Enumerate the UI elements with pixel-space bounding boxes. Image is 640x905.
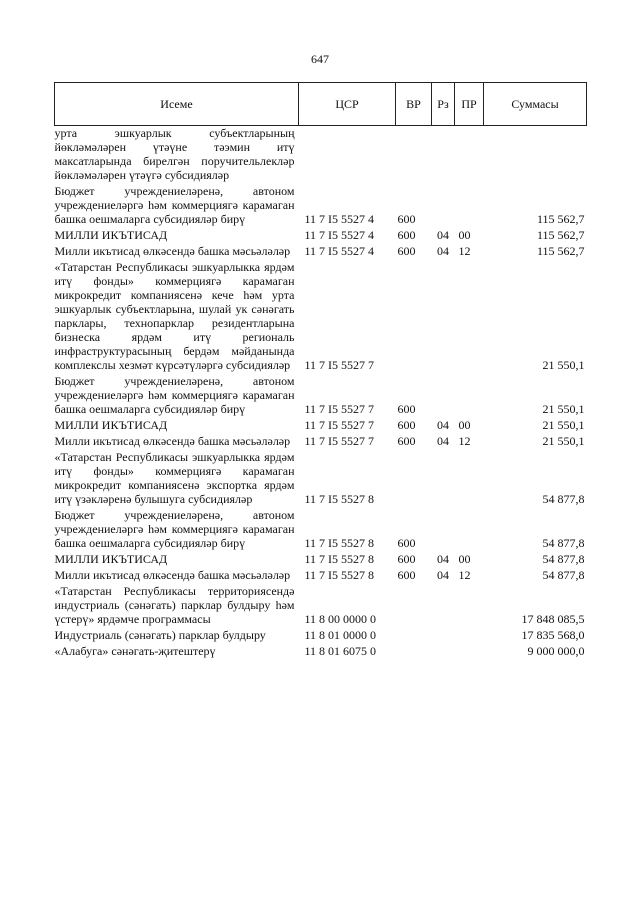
header-sum: Суммасы bbox=[484, 83, 587, 126]
cell-name: Индустриаль (сәнәгать) парклар булдыру bbox=[54, 628, 266, 642]
cell-pr bbox=[455, 258, 484, 372]
cell-pr bbox=[455, 372, 484, 416]
cell-rz bbox=[432, 642, 455, 658]
header-vr: ВР bbox=[396, 83, 432, 126]
cell-sum: 21 550,1 bbox=[542, 434, 585, 448]
table-row bbox=[55, 416, 587, 432]
cell-csr: 11 7 I5 5527 7 bbox=[304, 402, 375, 416]
cell-csr: 11 7 I5 5527 8 bbox=[304, 536, 375, 550]
cell-name: Милли икътисад өлкәсендә башка мәсьәләләр bbox=[54, 244, 291, 258]
cell-csr: 11 7 I5 5527 8 bbox=[304, 492, 375, 506]
cell-name: «Татарстан Республикасы эшкуарлыкка ярдәм итү фонды» коммерциягә карамаган микрокредит компаниясенә кече һәм урта эшкуарлык субъектларына, шулай ук сәнәгать парклары, технопарклар резидентларына бизнеска ярдәм итү региональ инфраструктурасының бердәм мәйданында комплекслы хезмәт күрсәтүләргә субсидияләр bbox=[54, 260, 295, 372]
cell-pr bbox=[455, 182, 484, 226]
table-row bbox=[55, 372, 587, 416]
cell-sum: 9 000 000,0 bbox=[527, 644, 585, 658]
cell-vr: 600 bbox=[397, 244, 416, 258]
table-header-row bbox=[55, 83, 587, 126]
cell-csr: 11 7 I5 5527 4 bbox=[304, 244, 375, 258]
cell-csr bbox=[299, 126, 396, 183]
cell-csr: 11 8 01 6075 0 bbox=[304, 644, 377, 658]
cell-rz bbox=[432, 372, 455, 416]
cell-name: Бюджет учреждениеләренә, автоном учреждениеләргә һәм коммерциягә карамаган башка оешмаларга субсидияләр бирү bbox=[54, 508, 295, 550]
cell-sum: 17 848 085,5 bbox=[521, 612, 585, 626]
table-row bbox=[55, 226, 587, 242]
cell-rz: 04 bbox=[437, 552, 449, 566]
cell-name: Милли икътисад өлкәсендә башка мәсьәләләр bbox=[54, 434, 291, 448]
cell-sum: 21 550,1 bbox=[542, 418, 585, 432]
table-row bbox=[55, 626, 587, 642]
cell-sum: 115 562,7 bbox=[536, 228, 585, 242]
cell-sum: 115 562,7 bbox=[536, 212, 585, 226]
cell-sum: 54 877,8 bbox=[542, 492, 585, 506]
cell-name: «Татарстан Республикасы эшкуарлыкка ярдәм итү фонды» коммерциягә карамаган микрокредит компаниясенә экспортка ярдәм итү үзәкләренә булышуга субсидияләр bbox=[54, 450, 295, 506]
cell-pr: 12 bbox=[458, 244, 471, 258]
table-row bbox=[55, 582, 587, 626]
cell-rz: 04 bbox=[437, 434, 449, 448]
cell-sum: 54 877,8 bbox=[542, 552, 585, 566]
cell-sum bbox=[484, 126, 587, 183]
cell-csr: 11 7 I5 5527 7 bbox=[304, 418, 375, 432]
cell-rz bbox=[432, 182, 455, 226]
cell-rz: 04 bbox=[437, 244, 449, 258]
cell-rz bbox=[432, 126, 455, 183]
cell-vr bbox=[396, 626, 432, 642]
cell-sum: 21 550,1 bbox=[542, 402, 585, 416]
cell-pr: 00 bbox=[458, 418, 471, 432]
cell-rz bbox=[432, 506, 455, 550]
cell-name: Милли икътисад өлкәсендә башка мәсьәләләр bbox=[54, 568, 291, 582]
cell-vr bbox=[396, 582, 432, 626]
cell-pr: 00 bbox=[458, 228, 471, 242]
cell-name: МИЛЛИ ИКЪТИСАД bbox=[54, 228, 168, 242]
cell-name: МИЛЛИ ИКЪТИСАД bbox=[54, 418, 168, 432]
cell-pr bbox=[455, 126, 484, 183]
cell-rz: 04 bbox=[437, 228, 449, 242]
cell-sum: 115 562,7 bbox=[536, 244, 585, 258]
cell-csr: 11 7 I5 5527 7 bbox=[304, 434, 375, 448]
table-row bbox=[55, 126, 587, 183]
cell-pr bbox=[455, 506, 484, 550]
page-number: 647 bbox=[311, 52, 329, 66]
table-row bbox=[55, 550, 587, 566]
cell-sum: 54 877,8 bbox=[542, 536, 585, 550]
cell-vr: 600 bbox=[397, 418, 416, 432]
cell-csr: 11 7 I5 5527 8 bbox=[304, 568, 375, 582]
cell-vr bbox=[396, 448, 432, 506]
cell-vr: 600 bbox=[397, 568, 416, 582]
cell-rz: 04 bbox=[437, 418, 449, 432]
cell-sum: 17 835 568,0 bbox=[521, 628, 585, 642]
cell-sum: 54 877,8 bbox=[542, 568, 585, 582]
cell-vr bbox=[396, 642, 432, 658]
cell-rz bbox=[432, 582, 455, 626]
table-row bbox=[55, 242, 587, 258]
header-name: Исеме bbox=[55, 83, 299, 126]
cell-name: МИЛЛИ ИКЪТИСАД bbox=[54, 552, 168, 566]
cell-name: Бюджет учреждениеләренә, автоном учреждениеләргә һәм коммерциягә карамаган башка оешмаларга субсидияләр бирү bbox=[54, 184, 295, 226]
table-row bbox=[55, 642, 587, 658]
table-row bbox=[55, 448, 587, 506]
cell-vr: 600 bbox=[397, 402, 416, 416]
header-pr: ПР bbox=[455, 83, 484, 126]
cell-csr: 11 8 00 0000 0 bbox=[304, 612, 377, 626]
cell-pr: 12 bbox=[458, 568, 471, 582]
table-row bbox=[55, 258, 587, 372]
cell-pr: 00 bbox=[458, 552, 471, 566]
cell-csr: 11 7 I5 5527 4 bbox=[304, 228, 375, 242]
header-rz: Рз bbox=[432, 83, 455, 126]
header-csr: ЦСР bbox=[299, 83, 396, 126]
cell-rz bbox=[432, 448, 455, 506]
cell-pr bbox=[455, 626, 484, 642]
cell-vr: 600 bbox=[397, 228, 416, 242]
cell-rz bbox=[432, 258, 455, 372]
cell-rz bbox=[432, 626, 455, 642]
cell-pr: 12 bbox=[458, 434, 471, 448]
cell-vr: 600 bbox=[397, 434, 416, 448]
table-row bbox=[55, 432, 587, 448]
cell-name: «Татарстан Республикасы территориясендә индустриаль (сәнәгать) парклар булдыру һәм үстерү» ярдәмче программасы bbox=[54, 584, 295, 626]
cell-sum: 21 550,1 bbox=[542, 358, 585, 372]
cell-csr: 11 7 I5 5527 7 bbox=[304, 358, 375, 372]
cell-vr bbox=[396, 258, 432, 372]
cell-vr: 600 bbox=[397, 536, 416, 550]
cell-rz: 04 bbox=[437, 568, 449, 582]
cell-vr: 600 bbox=[397, 552, 416, 566]
table-body bbox=[55, 126, 587, 659]
table-row bbox=[55, 566, 587, 582]
table-row bbox=[55, 182, 587, 226]
cell-csr: 11 7 I5 5527 4 bbox=[304, 212, 375, 226]
cell-pr bbox=[455, 582, 484, 626]
cell-name: «Алабуга» сәнәгать-җитештерү bbox=[54, 644, 216, 658]
cell-name: Бюджет учреждениеләренә, автоном учреждениеләргә һәм коммерциягә карамаган башка оешмаларга субсидияләр бирү bbox=[54, 374, 295, 416]
budget-table bbox=[54, 82, 587, 658]
cell-vr: 600 bbox=[397, 212, 416, 226]
cell-csr: 11 7 I5 5527 8 bbox=[304, 552, 375, 566]
cell-name: урта эшкуарлык субъектларының йөкләмәләрен үтәүне тәэмин итү максатларында бирелгән поручительлекләр йөкләмәләрен үтәүгә субсидияләр bbox=[54, 126, 295, 182]
table-row bbox=[55, 506, 587, 550]
cell-pr bbox=[455, 448, 484, 506]
cell-csr: 11 8 01 0000 0 bbox=[304, 628, 377, 642]
cell-pr bbox=[455, 642, 484, 658]
cell-vr bbox=[396, 126, 432, 183]
